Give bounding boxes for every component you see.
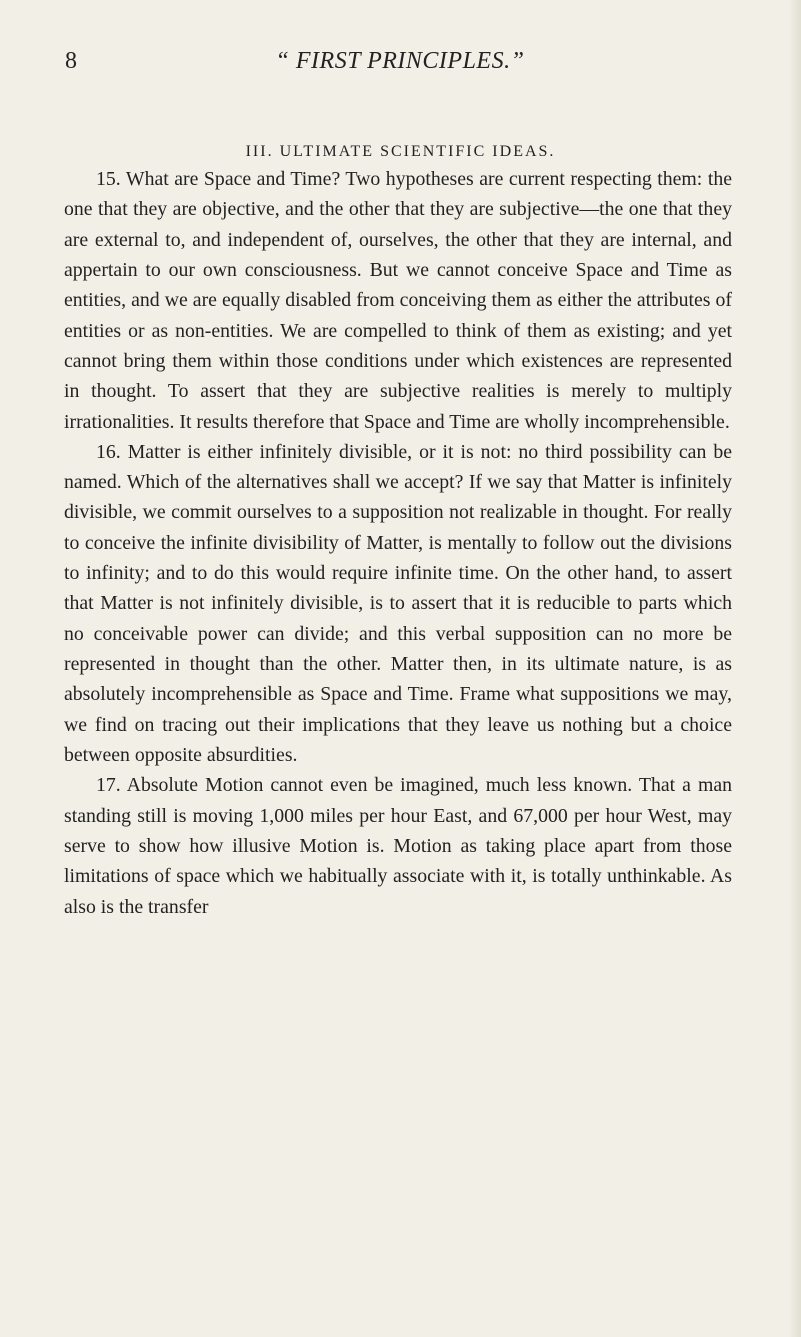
section-heading: III. ULTIMATE SCIENTIFIC IDEAS.: [245, 143, 556, 160]
page-edge-shadow: [789, 0, 801, 1337]
body-text: [64, 164, 732, 922]
page-number: 8: [65, 48, 77, 74]
book-title: “ FIRST PRINCIPLES.”: [275, 48, 525, 74]
paragraph-17: 17. Absolute Motion cannot even be imagined, much less known. That a man standing still is moving 1,000 miles per hour East, and 67,000 per hour West, may serve to show how illusive Motion is. Motion as taking place apart from those limitations of space which we habitually associate with it, is totally unthinkable. As also is the transfer: [64, 774, 732, 918]
running-head: [65, 48, 735, 82]
paragraph-16: 16. Matter is either infinitely divisible, or it is not: no third possibility can be named. Which of the alternatives shall we accept? If we say that Matter is infinitely divisible, we commit ourselves to a supposition not realizable in thought. For really to conceive the infinite divisibility of Matter, is mentally to follow out the divisions to infinity; and to do this would require infinite time. On the other hand, to assert that Matter is not infinitely divisible, is to assert that it is reducible to parts which no conceivable power can divide; and this verbal supposition can no more be represented in thought than the other. Matter then, in its ultimate nature, is as absolutely incomprehensible as Space and Time. Frame what suppositions we may, we find on tracing out their implications that they leave us nothing but a choice between opposite absurdities.: [64, 440, 732, 766]
paragraph-15: 15. What are Space and Time? Two hypotheses are current respecting them: the one that they are objective, and the other that they are subjective—the one that they are external to, and independent of, ourselves, the other that they are internal, and appertain to our own consciousness. But we cannot conceive Space and Time as entities, and we are equally disabled from conceiving them as either the attributes of entities or as non-entities. We are compelled to think of them as existing; and yet cannot bring them within those conditions under which existences are represented in thought. To assert that they are subjective realities is merely to multiply irrationalities. It results therefore that Space and Time are wholly incomprehensible.: [64, 168, 732, 433]
